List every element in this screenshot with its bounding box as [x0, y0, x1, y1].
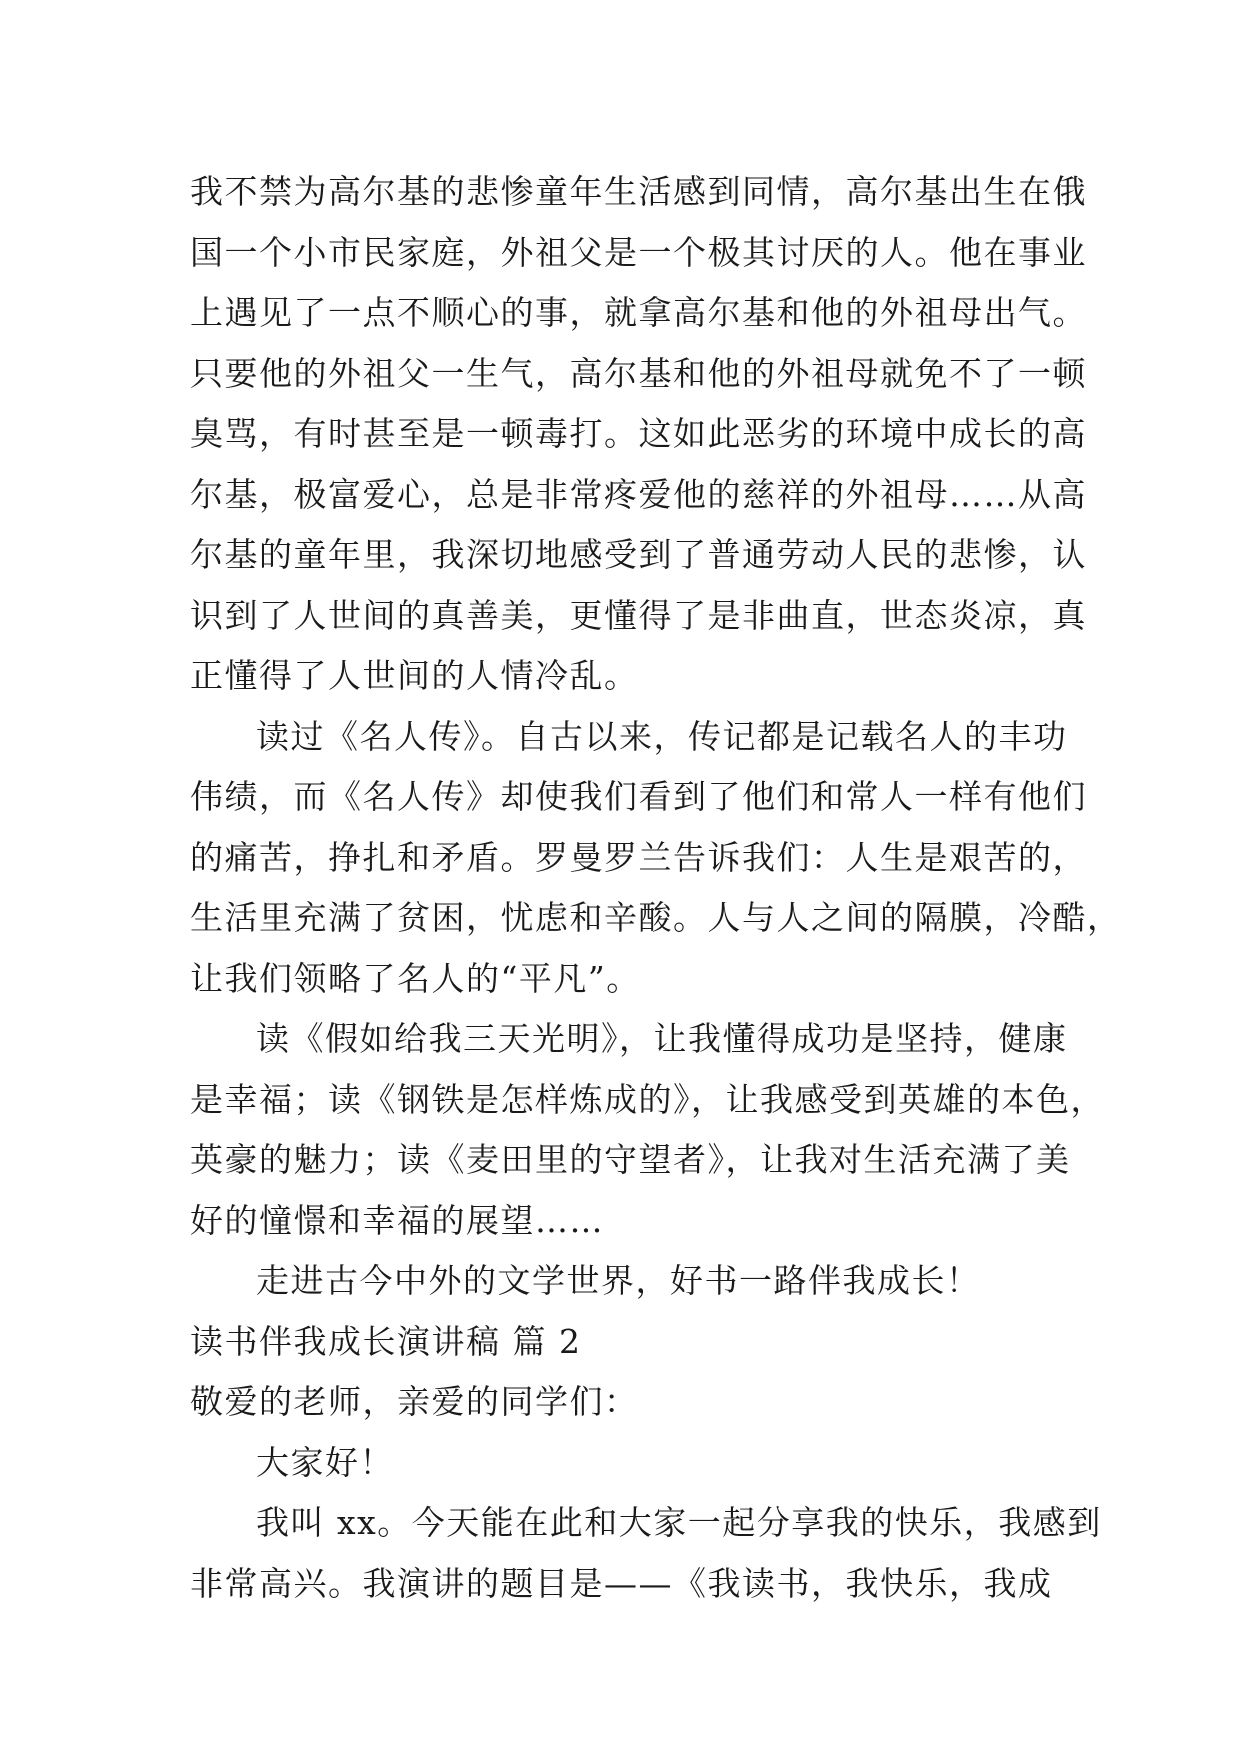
text-line: 敬爱的老师，亲爱的同学们： — [190, 1382, 639, 1421]
text-line: 非常高兴。我演讲的题目是——《我读书，我快乐，我成 — [190, 1563, 1053, 1603]
text-line: 读书伴我成长演讲稿 篇 2 — [190, 1321, 582, 1361]
document-body — [190, 162, 1122, 1614]
text-line: 只要他的外祖父一生气，高尔基和他的外祖母就免不了一顿 — [190, 353, 1087, 393]
text-line: 我不禁为高尔基的悲惨童年生活感到同情，高尔基出生在俄 — [190, 172, 1087, 211]
text-line: 读《假如给我三天光明》，让我懂得成功是坚持，健康 — [256, 1019, 1068, 1058]
text-line: 大家好！ — [256, 1442, 394, 1482]
text-line: 伟绩，而《名人传》却使我们看到了他们和常人一样有他们 — [190, 777, 1087, 816]
text-line: 尔基，极富爱心，总是非常疼爱他的慈祥的外祖母……从高 — [190, 474, 1087, 514]
text-line: 走进古今中外的文学世界，好书一路伴我成长！ — [256, 1261, 981, 1300]
text-line: 上遇见了一点不顺心的事，就拿高尔基和他的外祖母出气。 — [190, 293, 1087, 332]
text-line: 正懂得了人世间的人情冷乱。 — [190, 656, 639, 695]
text-line: 是幸福；读《钢铁是怎样炼成的》，让我感受到英雄的本色， — [190, 1079, 1105, 1119]
text-line: 尔基的童年里，我深切地感受到了普通劳动人民的悲惨，认 — [190, 535, 1087, 574]
text-line: 识到了人世间的真善美，更懂得了是非曲直，世态炎凉，真 — [190, 595, 1087, 635]
text-line: 臭骂，有时甚至是一顿毒打。这如此恶劣的环境中成长的高 — [190, 414, 1087, 453]
text-line: 生活里充满了贫困，忧虑和辛酸。人与人之间的隔膜，冷酷， — [190, 898, 1122, 937]
text-line: 好的憧憬和幸福的展望…… — [190, 1200, 604, 1240]
text-line: 英豪的魅力；读《麦田里的守望者》，让我对生活充满了美 — [190, 1140, 1071, 1179]
text-line: 的痛苦，挣扎和矛盾。罗曼罗兰告诉我们：人生是艰苦的， — [190, 837, 1087, 877]
text-line: 国一个小市民家庭，外祖父是一个极其讨厌的人。他在事业 — [190, 232, 1087, 272]
text-line: 读过《名人传》。自古以来，传记都是记载名人的丰功 — [256, 716, 1068, 756]
text-line: 我叫 xx。今天能在此和大家一起分享我的快乐，我感到 — [256, 1503, 1102, 1542]
text-line: 让我们领略了名人的“平凡”。 — [190, 958, 641, 998]
